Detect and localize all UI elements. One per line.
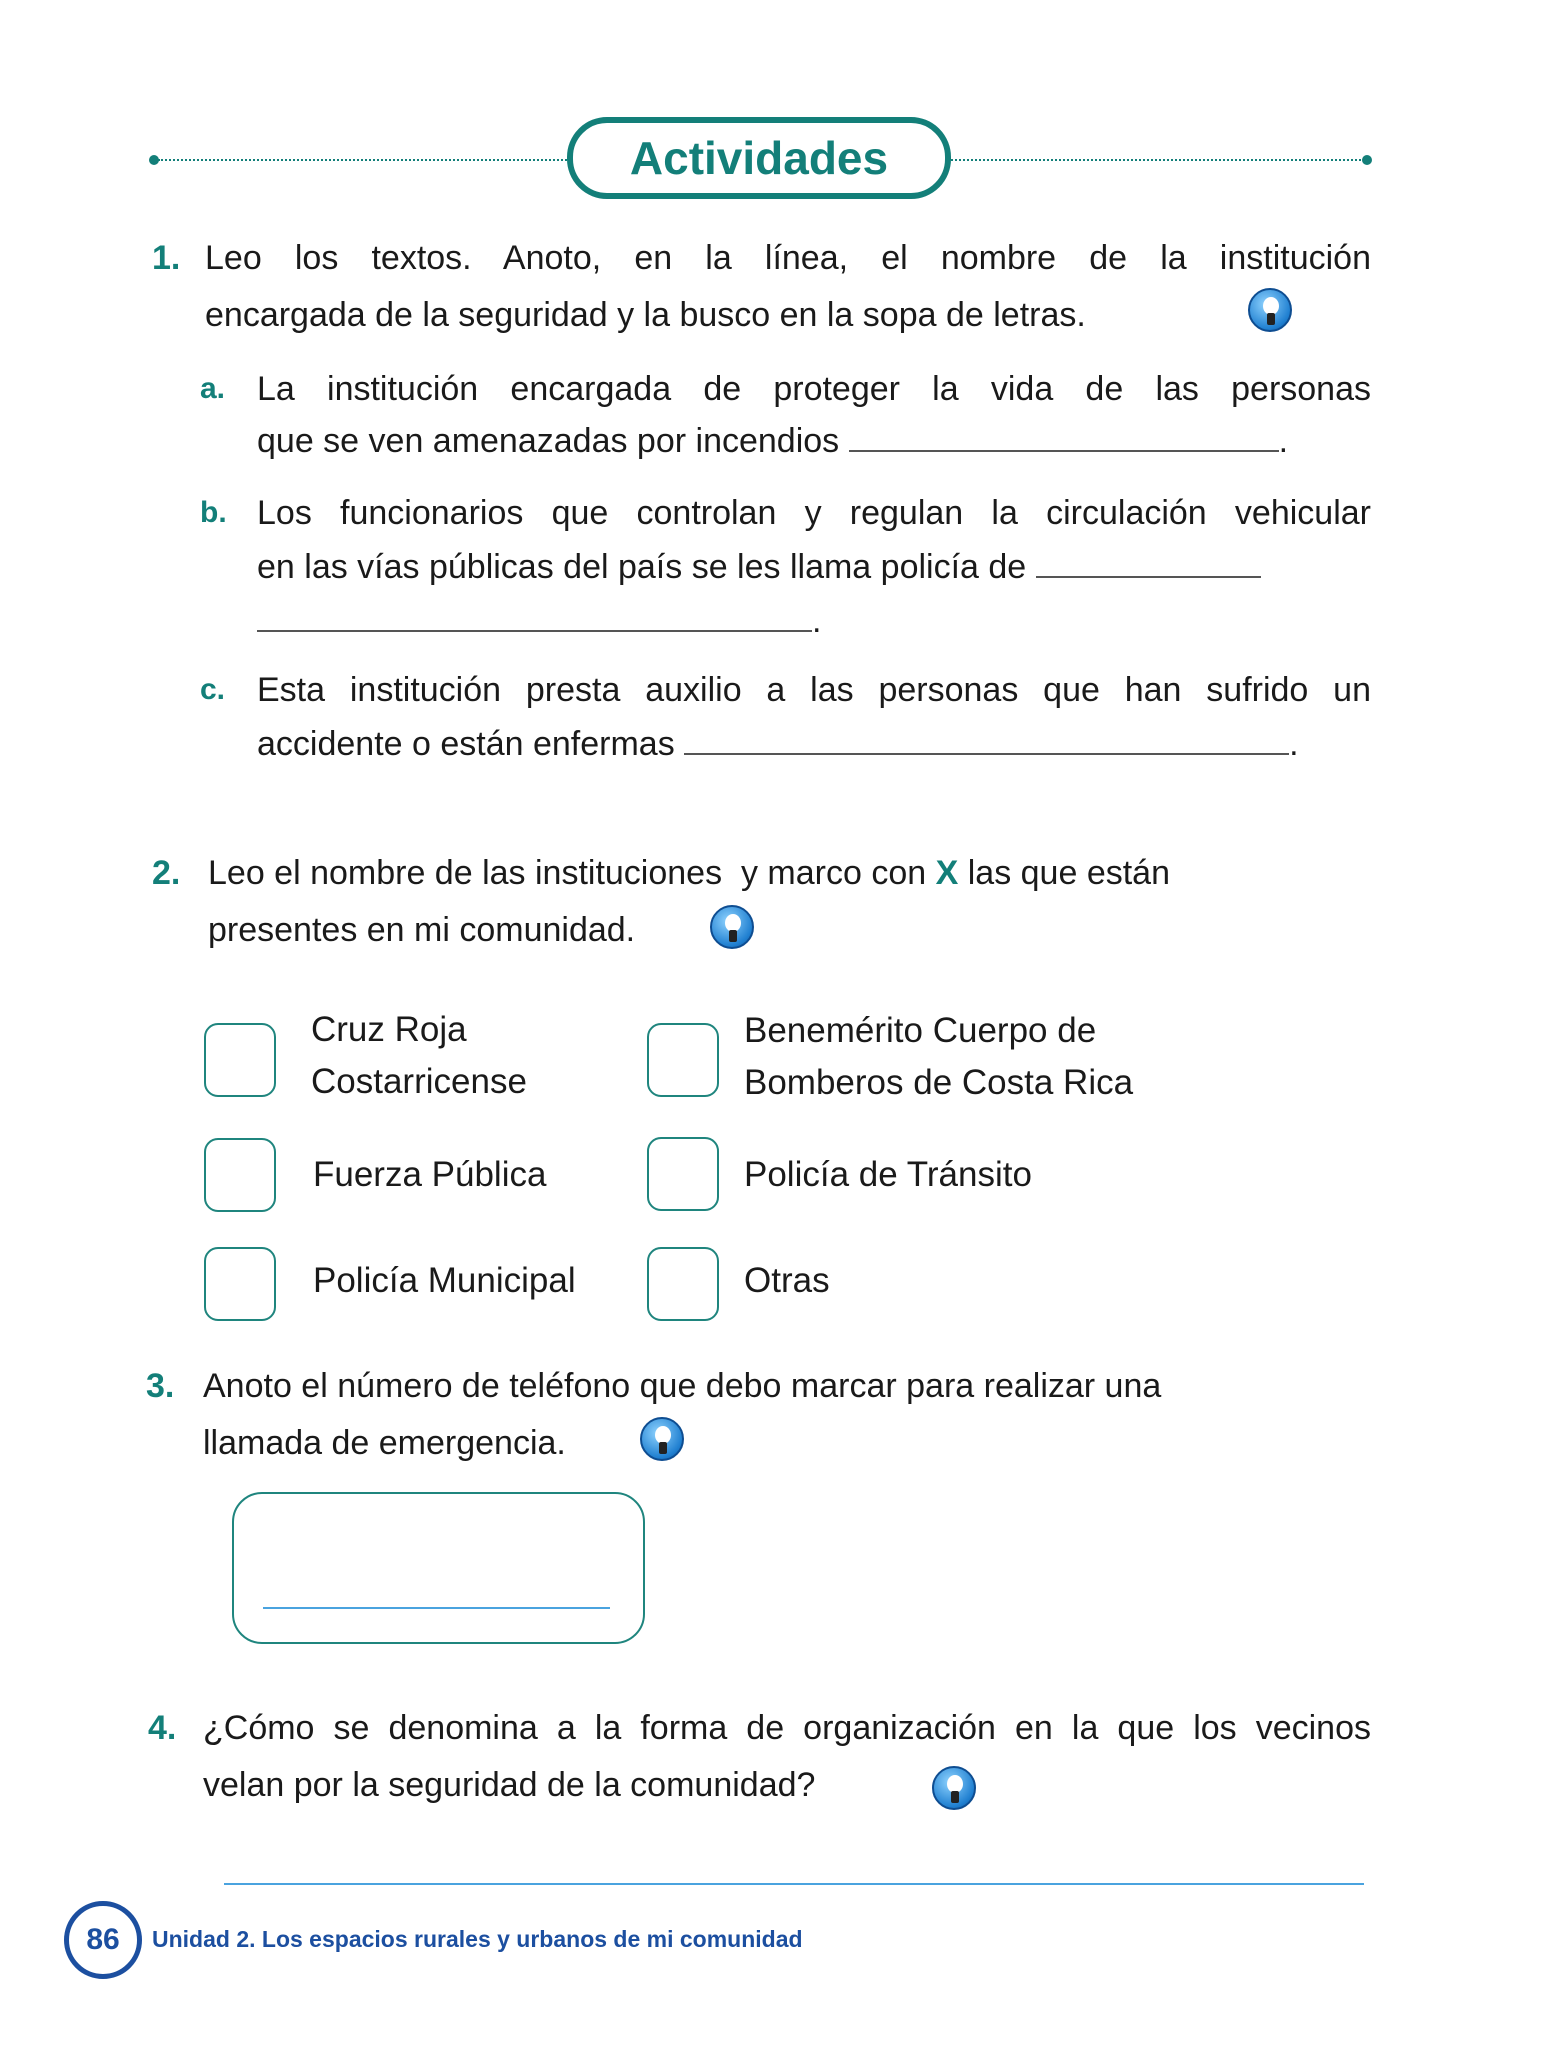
page-number-badge [64, 1901, 142, 1979]
item-a-answer-line[interactable] [849, 420, 1279, 452]
period: . [812, 602, 822, 640]
header-dot-right [1362, 155, 1372, 165]
question-3-text: Anoto el número de teléfono que debo marcar para realizar una [203, 1367, 1162, 1405]
item-b-answer-line[interactable] [1036, 546, 1261, 578]
option-fuerza-publica: Fuerza Pública [313, 1155, 547, 1194]
option-label: Bomberos de Costa Rica [744, 1063, 1134, 1102]
checkbox-otras[interactable] [647, 1247, 719, 1321]
period: . [1289, 725, 1299, 763]
lightbulb-icon [710, 905, 754, 949]
question-4-text: velan por la seguridad de la comunidad? [203, 1766, 816, 1804]
header-divider-left [158, 159, 567, 161]
question-3-text: llamada de emergencia. [203, 1424, 566, 1462]
option-label: Costarricense [311, 1062, 527, 1101]
checkbox-policia-transito[interactable] [647, 1137, 719, 1211]
question-4-text: ¿Cómo se denomina a la forma de organización en la que los vecinos [203, 1709, 1371, 1747]
item-c-text [257, 722, 1299, 766]
item-b-letter: b. [200, 496, 227, 529]
item-b-text: Los funcionarios que controlan y regulan la circulación vehicular [257, 494, 1371, 532]
lightbulb-icon [1248, 288, 1292, 332]
question-2-number: 2. [152, 854, 181, 892]
question-1-text: Leo los textos. Anoto, en la línea, el nombre de la institución [205, 239, 1371, 277]
item-a-text: La institución encargada de proteger la vida de las personas [257, 370, 1371, 408]
question-2-text [208, 851, 1170, 895]
question-2-text-a: Leo el nombre de las instituciones y marco con [208, 854, 936, 892]
unit-title: Unidad 2. Los espacios rurales y urbanos de mi comunidad [152, 1926, 803, 1952]
section-title: Actividades [567, 117, 951, 199]
item-a-letter: a. [200, 372, 226, 405]
option-policia-municipal: Policía Municipal [313, 1261, 576, 1300]
phone-answer-box[interactable] [232, 1492, 645, 1644]
question-4-number: 4. [148, 1709, 177, 1747]
lightbulb-icon [640, 1417, 684, 1461]
item-c-text: Esta institución presta auxilio a las personas que han sufrido un [257, 671, 1371, 709]
question-2-text-b: las que están [958, 854, 1170, 892]
item-a-text-2: que se ven amenazadas por incendios [257, 422, 840, 460]
x-mark: X [935, 854, 959, 892]
lightbulb-icon [932, 1766, 976, 1810]
question-1-text: encargada de la seguridad y la busco en la sopa de letras. [205, 296, 1086, 334]
item-b-text-2: en las vías públicas del país se les llama policía de [257, 548, 1027, 586]
page-number: 86 [86, 1923, 120, 1956]
item-b-text [257, 545, 1261, 589]
option-label: Benemérito Cuerpo de [744, 1011, 1097, 1050]
question-3-number: 3. [146, 1367, 175, 1405]
question-4-answer-line[interactable] [224, 1883, 1364, 1885]
checkbox-bomberos[interactable] [647, 1023, 719, 1097]
period: . [1278, 422, 1289, 460]
option-label: Cruz Roja [311, 1010, 467, 1049]
option-otras: Otras [744, 1261, 830, 1300]
question-2-text: presentes en mi comunidad. [208, 911, 636, 949]
item-c-letter: c. [200, 673, 226, 706]
option-bomberos [744, 1005, 1133, 1109]
phone-answer-line [263, 1607, 610, 1609]
checkbox-fuerza-publica[interactable] [204, 1138, 276, 1212]
item-a-text [257, 419, 1288, 463]
option-cruz-roja [311, 1004, 527, 1108]
item-b-answer-line-2[interactable] [257, 600, 812, 632]
option-policia-transito: Policía de Tránsito [744, 1155, 1032, 1194]
checkbox-cruz-roja[interactable] [204, 1023, 276, 1097]
checkbox-policia-municipal[interactable] [204, 1247, 276, 1321]
item-b-continuation [257, 599, 821, 643]
item-c-answer-line[interactable] [684, 723, 1289, 755]
header-divider-right [951, 159, 1361, 161]
question-1-number: 1. [152, 239, 181, 277]
item-c-text-2: accidente o están enfermas [257, 725, 675, 763]
